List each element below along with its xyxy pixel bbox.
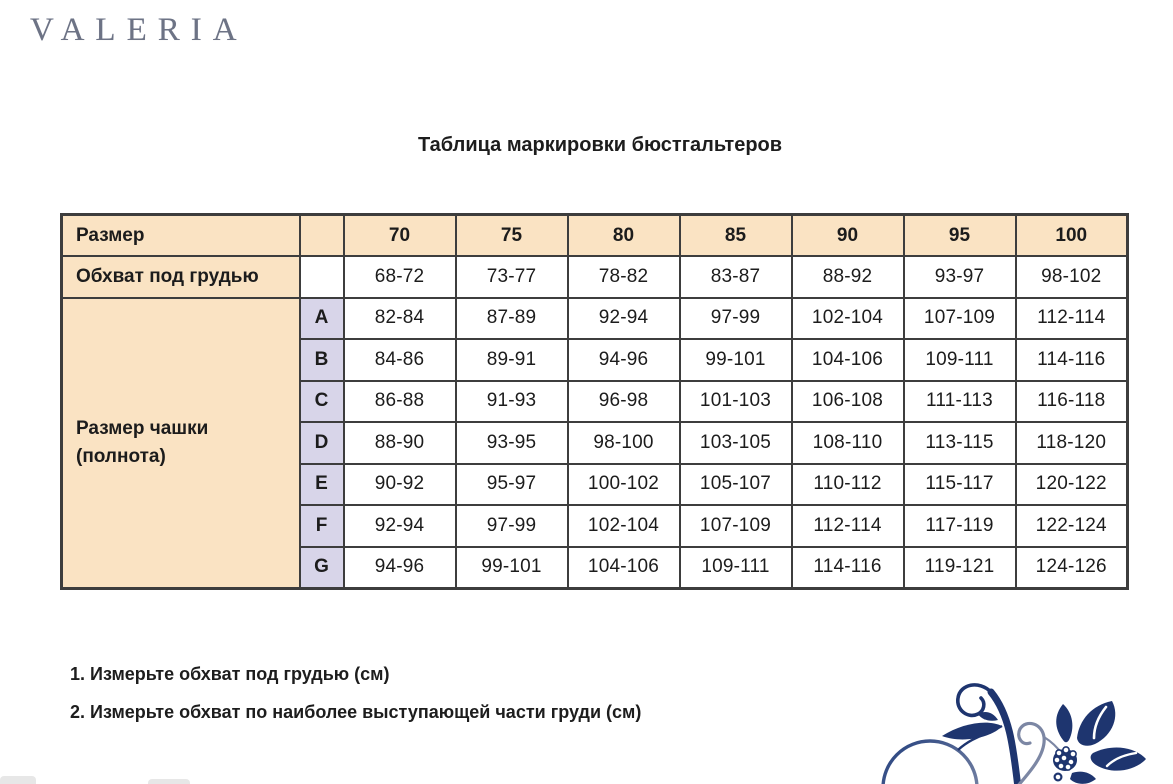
cup-value-cell: 116-118	[1016, 381, 1128, 423]
cup-value-cell: 109-111	[680, 547, 792, 589]
cup-value-cell: 90-92	[344, 464, 456, 506]
cup-value-cell: 124-126	[1016, 547, 1128, 589]
cup-value-cell: 111-113	[904, 381, 1016, 423]
size-header-row	[62, 215, 1128, 257]
cup-value-cell: 101-103	[680, 381, 792, 423]
cup-value-cell: 114-116	[1016, 339, 1128, 381]
cup-row-a	[62, 298, 1128, 340]
cup-letter-cell: E	[300, 464, 344, 506]
measurement-instructions	[70, 664, 641, 740]
cup-value-cell: 108-110	[792, 422, 904, 464]
underbust-value-cell: 68-72	[344, 256, 456, 298]
size-header-cell: 85	[680, 215, 792, 257]
cup-value-cell: 94-96	[344, 547, 456, 589]
cup-value-cell: 82-84	[344, 298, 456, 340]
cup-value-cell: 114-116	[792, 547, 904, 589]
cup-value-cell: 107-109	[680, 505, 792, 547]
cup-value-cell: 100-102	[568, 464, 680, 506]
cup-value-cell: 88-90	[344, 422, 456, 464]
size-header-cell: 80	[568, 215, 680, 257]
corner-cell	[300, 215, 344, 257]
cup-value-cell: 94-96	[568, 339, 680, 381]
cup-letter-cell: A	[300, 298, 344, 340]
size-header-cell: 100	[1016, 215, 1128, 257]
underbust-value-cell: 78-82	[568, 256, 680, 298]
underbust-value-cell: 93-97	[904, 256, 1016, 298]
cup-value-cell: 104-106	[568, 547, 680, 589]
cup-value-cell: 112-114	[1016, 298, 1128, 340]
cup-value-cell: 91-93	[456, 381, 568, 423]
cup-value-cell: 97-99	[680, 298, 792, 340]
page-title: Таблица маркировки бюстгальтеров	[417, 134, 783, 156]
cup-value-cell: 109-111	[904, 339, 1016, 381]
cup-value-cell: 117-119	[904, 505, 1016, 547]
cup-value-cell: 95-97	[456, 464, 568, 506]
cup-size-label	[62, 298, 300, 589]
size-header-cell: 75	[456, 215, 568, 257]
cutoff-content-artifact	[0, 776, 36, 784]
cup-value-cell: 122-124	[1016, 505, 1128, 547]
bra-size-table	[60, 213, 1129, 590]
size-header-cell: 70	[344, 215, 456, 257]
instruction-step-1: 1. Измерьте обхват под грудью (см)	[70, 664, 390, 684]
cup-letter-cell: C	[300, 381, 344, 423]
underbust-row-label: Обхват под грудью	[62, 256, 300, 298]
cup-value-cell: 102-104	[568, 505, 680, 547]
cup-value-cell: 115-117	[904, 464, 1016, 506]
cup-value-cell: 104-106	[792, 339, 904, 381]
cup-value-cell: 92-94	[344, 505, 456, 547]
cup-letter-cell: B	[300, 339, 344, 381]
cup-value-cell: 112-114	[792, 505, 904, 547]
cup-value-cell: 84-86	[344, 339, 456, 381]
cup-value-cell: 110-112	[792, 464, 904, 506]
cup-value-cell: 103-105	[680, 422, 792, 464]
cup-size-label-line2: (полнота)	[76, 445, 166, 467]
cup-value-cell: 99-101	[456, 547, 568, 589]
cup-value-cell: 120-122	[1016, 464, 1128, 506]
cup-value-cell: 89-91	[456, 339, 568, 381]
cup-letter-cell: G	[300, 547, 344, 589]
cup-value-cell: 86-88	[344, 381, 456, 423]
cup-value-cell: 119-121	[904, 547, 1016, 589]
instruction-step-2: 2. Измерьте обхват по наиболее выступающей части груди (см)	[70, 702, 642, 722]
cup-value-cell: 92-94	[568, 298, 680, 340]
size-header-cell: 90	[792, 215, 904, 257]
size-header-cell: 95	[904, 215, 1016, 257]
cup-value-cell: 106-108	[792, 381, 904, 423]
cup-value-cell: 105-107	[680, 464, 792, 506]
floral-ornament-graphic	[866, 676, 1170, 784]
underbust-value-cell: 88-92	[792, 256, 904, 298]
underbust-value-cell: 83-87	[680, 256, 792, 298]
cup-value-cell: 97-99	[456, 505, 568, 547]
cup-value-cell: 113-115	[904, 422, 1016, 464]
cup-size-label-line1: Размер чашки	[76, 417, 209, 439]
floral-ornament	[866, 676, 1170, 784]
cup-value-cell: 93-95	[456, 422, 568, 464]
underbust-empty-cell	[300, 256, 344, 298]
cup-letter-cell: F	[300, 505, 344, 547]
cup-value-cell: 107-109	[904, 298, 1016, 340]
size-row-label: Размер	[62, 215, 300, 257]
cutoff-content-artifact	[148, 779, 190, 784]
cup-value-cell: 98-100	[568, 422, 680, 464]
underbust-value-cell: 73-77	[456, 256, 568, 298]
brand-logo: VALERIA	[30, 12, 248, 48]
underbust-value-cell: 98-102	[1016, 256, 1128, 298]
cup-letter-cell: D	[300, 422, 344, 464]
cup-value-cell: 99-101	[680, 339, 792, 381]
cup-value-cell: 118-120	[1016, 422, 1128, 464]
cup-value-cell: 96-98	[568, 381, 680, 423]
underbust-row	[62, 256, 1128, 298]
cup-value-cell: 87-89	[456, 298, 568, 340]
cup-value-cell: 102-104	[792, 298, 904, 340]
